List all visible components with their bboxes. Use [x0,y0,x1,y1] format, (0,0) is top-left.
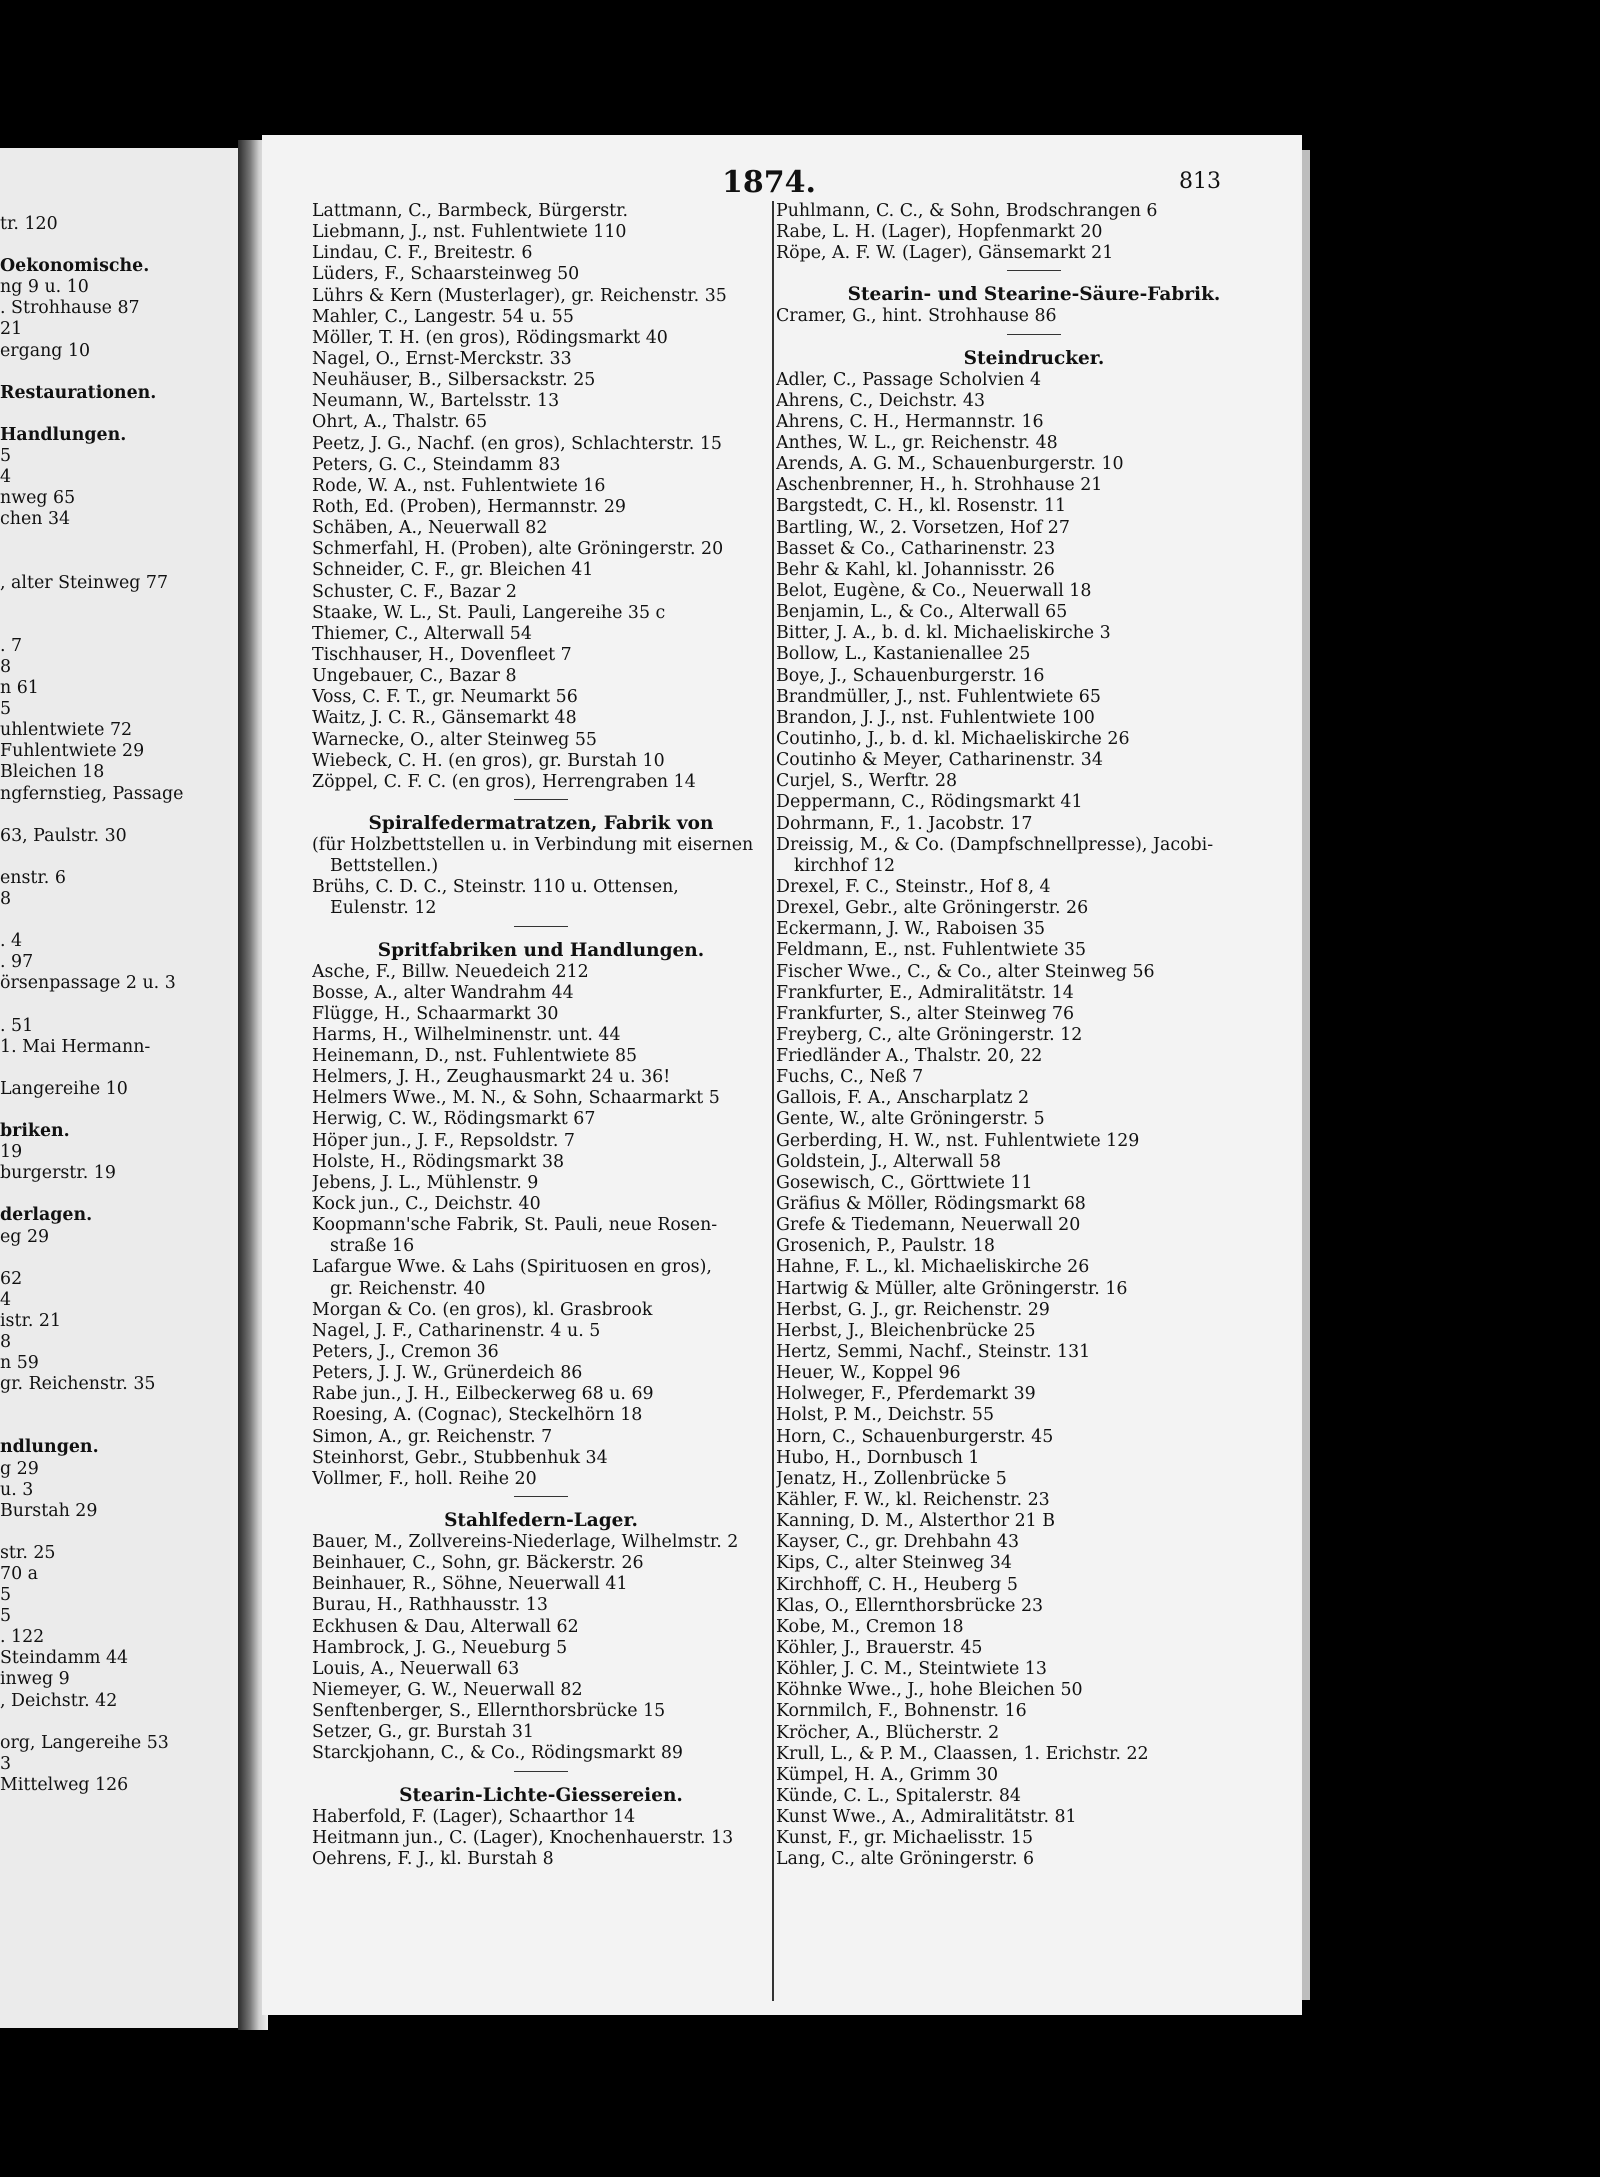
left-fragment-line: chen 34 [0,509,71,530]
left-fragment-heading: derlagen. [0,1205,93,1226]
left-fragment-line: 3 [0,1753,12,1774]
directory-entry: Burau, H., Rathhausstr. 13 [312,1595,548,1616]
directory-entry: Jebens, J. L., Mühlenstr. 9 [312,1172,539,1193]
left-fragment-line [0,1395,238,1416]
directory-entry: Herbst, J., Bleichenbrücke 25 [776,1320,1036,1341]
directory-entry: Coutinho & Meyer, Catharinenstr. 34 [776,750,1103,771]
section-heading: Spiralfedermatratzen, Fabrik von [368,812,714,834]
directory-entry: Frankfurter, E., Admiralitätstr. 14 [776,982,1074,1003]
left-fragment-line [0,530,238,551]
directory-entry: Bosse, A., alter Wandrahm 44 [312,982,574,1003]
left-fragment-line [0,1058,238,1079]
left-fragment-line: Langereihe 10 [0,1078,128,1099]
directory-entry: Kunst, F., gr. Michaelisstr. 15 [776,1828,1034,1849]
directory-entry: Neumann, W., Bartelsstr. 13 [312,391,560,412]
directory-entry: Zöppel, C. F. C. (en gros), Herrengraben 14 [312,771,696,792]
section-separator [312,920,770,932]
directory-entry: Peetz, J. G., Nachf. (en gros), Schlachterstr. 15 [312,433,722,454]
left-fragment-line [0,362,238,383]
directory-entry: Lüders, F., Schaarsteinweg 50 [312,264,580,285]
directory-entry: Voss, C. F. T., gr. Neumarkt 56 [312,687,578,708]
left-fragment-line: n 59 [0,1353,39,1374]
left-fragment-line: 8 [0,656,12,677]
left-fragment-line: inweg 9 [0,1669,70,1690]
section-heading: Spritfabriken und Handlungen. [377,939,705,961]
left-fragment-line [0,1184,238,1205]
directory-entry: Eckermann, J. W., Raboisen 35 [776,919,1046,940]
directory-entry: Brühs, C. D. C., Steinstr. 110 u. Ottensen, [312,877,679,898]
directory-entry: Lattmann, C., Barmbeck, Bürgerstr. [312,201,629,221]
left-fragment-heading: briken. [0,1121,70,1142]
directory-entry: Jenatz, H., Zollenbrücke 5 [776,1468,1007,1489]
section-heading: Steindrucker. [963,347,1105,369]
directory-entry-continuation: Eulenstr. 12 [330,898,437,919]
left-fragment-heading: ndlungen. [0,1437,99,1458]
directory-entry: Möller, T. H. (en gros), Rödingsmarkt 40 [312,327,668,348]
directory-entry: Schuster, C. F., Bazar 2 [312,581,517,602]
directory-entry: Krull, L., & P. M., Claassen, 1. Erichstr. 22 [776,1743,1149,1764]
left-fragment-line: Bleichen 18 [0,762,105,783]
directory-entry: Hahne, F. L., kl. Michaeliskirche 26 [776,1257,1090,1278]
left-fragment-line: Mittelweg 126 [0,1774,129,1795]
directory-entry: Aschenbrenner, H., h. Strohhause 21 [776,475,1103,496]
page-year: 1874. [722,165,816,200]
directory-entry: Nagel, O., Ernst-Merckstr. 33 [312,348,572,369]
directory-entry: Senftenberger, S., Ellernthorsbrücke 15 [312,1701,666,1722]
directory-entry: Haberfold, F. (Lager), Schaarthor 14 [312,1806,636,1827]
right-page [262,135,1302,2015]
directory-entry: Heuer, W., Koppel 96 [776,1363,961,1384]
directory-entry: Steinhorst, Gebr., Stubbenhuk 34 [312,1447,608,1468]
page-edge [1302,150,1310,2000]
directory-entry: Kunst Wwe., A., Admiralitätstr. 81 [776,1807,1077,1828]
left-fragment-line: 70 a [0,1564,39,1584]
section-heading: Stearin- und Stearine-Säure-Fabrik. [847,284,1221,306]
directory-entry: Kips, C., alter Steinweg 34 [776,1553,1012,1574]
directory-entry: Kornmilch, F., Bohnenstr. 16 [776,1701,1027,1722]
directory-entry: Benjamin, L., & Co., Alterwall 65 [776,602,1068,623]
directory-entry: Kümpel, H. A., Grimm 30 [776,1764,999,1785]
left-fragment-line [0,235,238,256]
directory-entry: Bartling, W., 2. Vorsetzen, Hof 27 [776,517,1070,538]
section-heading: Stearin-Lichte-Giessereien. [399,1784,683,1806]
left-fragment-line: 19 [0,1142,23,1163]
directory-entry: Rode, W. A., nst. Fuhlentwiete 16 [312,475,606,496]
left-fragment-line [0,1522,238,1543]
left-fragment-line: g 29 [0,1458,39,1479]
directory-entry: Waitz, J. C. R., Gänsemarkt 48 [312,708,577,729]
directory-entry: Tischhauser, H., Dovenfleet 7 [312,644,572,665]
left-fragment-line: 5 [0,699,12,720]
directory-entry: Helmers, J. H., Zeughausmarkt 24 u. 36! [312,1067,671,1088]
left-fragment-line: str. 25 [0,1542,56,1563]
directory-entry: Lang, C., alte Gröningerstr. 6 [776,1849,1035,1870]
directory-entry: Louis, A., Neuerwall 63 [312,1658,520,1679]
left-fragment-line [0,847,238,868]
directory-entry: Ahrens, C., Deichstr. 43 [776,390,986,411]
section-separator [776,264,1292,276]
directory-entry: Hartwig & Müller, alte Gröningerstr. 16 [776,1278,1128,1299]
left-fragment-line: istr. 21 [0,1310,62,1331]
left-fragment-line: . 122 [0,1627,45,1648]
directory-entry-continuation: straße 16 [330,1236,415,1257]
left-fragment-line: , alter Steinweg 77 [0,572,169,593]
section-separator [312,1490,770,1502]
directory-entry: Cramer, G., hint. Strohhause 86 [776,306,1057,327]
directory-entry: Rabe jun., J. H., Eilbeckerweg 68 u. 69 [312,1384,654,1405]
directory-entry: Köhler, J. C. M., Steintwiete 13 [776,1659,1047,1680]
directory-entry: Lindau, C. F., Breitestr. 6 [312,243,533,264]
directory-entry: Flügge, H., Schaarmarkt 30 [312,1003,559,1024]
section-separator [776,328,1292,340]
left-fragment-line: ergang 10 [0,340,91,361]
left-fragment-line: eg 29 [0,1226,50,1247]
left-fragment-line: 5 [0,1606,12,1627]
directory-entry: Hambrock, J. G., Neueburg 5 [312,1637,568,1658]
directory-entry: Herwig, C. W., Rödingsmarkt 67 [312,1109,596,1130]
left-page-lines [0,214,238,1796]
directory-entry: Wiebeck, C. H. (en gros), gr. Burstah 10 [312,750,665,771]
directory-entry: Künde, C. L., Spitalerstr. 84 [776,1785,1021,1806]
left-fragment-line [0,994,238,1015]
directory-entry: Holst, P. M., Deichstr. 55 [776,1405,995,1426]
directory-entry: Mahler, C., Langestr. 54 u. 55 [312,306,574,327]
left-fragment-line: Burstah 29 [0,1500,98,1521]
directory-entry: Fischer Wwe., C., & Co., alter Steinweg 56 [776,961,1155,982]
directory-entry: Neuhäuser, B., Silbersackstr. 25 [312,370,596,391]
directory-entry: Frankfurter, S., alter Steinweg 76 [776,1003,1075,1024]
left-fragment-line: gr. Reichenstr. 35 [0,1374,156,1395]
directory-entry: Harms, H., Wilhelminenstr. unt. 44 [312,1024,621,1045]
left-fragment-line: nweg 65 [0,488,76,509]
left-fragment-heading: Handlungen. [0,424,127,445]
left-fragment-line: 5 [0,446,12,467]
directory-entry: Rabe, L. H. (Lager), Hopfenmarkt 20 [776,222,1103,243]
directory-entry: Höper jun., J. F., Repsoldstr. 7 [312,1130,575,1151]
directory-entry: Köhnke Wwe., J., hohe Bleichen 50 [776,1680,1083,1701]
directory-entry: Roesing, A. (Cognac), Steckelhörn 18 [312,1405,643,1426]
left-fragment-line [0,910,238,931]
directory-entry: Freyberg, C., alte Gröningerstr. 12 [776,1024,1083,1045]
directory-entry: Ohrt, A., Thalstr. 65 [312,412,488,433]
directory-entry: Gallois, F. A., Anscharplatz 2 [776,1088,1030,1109]
directory-entry: Köhler, J., Brauerstr. 45 [776,1638,983,1658]
directory-entry: Gerberding, H. W., nst. Fuhlentwiete 129 [776,1130,1140,1151]
directory-entry: Kock jun., C., Deichstr. 40 [312,1194,541,1215]
directory-entry: Grefe & Tiedemann, Neuerwall 20 [776,1215,1081,1236]
left-fragment-line: 1. Mai Hermann- [0,1036,151,1057]
directory-entry: Dohrmann, F., 1. Jacobstr. 17 [776,813,1033,834]
directory-entry: Kanning, D. M., Alsterthor 21 B [776,1511,1056,1532]
directory-entry: Röpe, A. F. W. (Lager), Gänsemarkt 21 [776,243,1114,264]
directory-entry: Gente, W., alte Gröningerstr. 5 [776,1109,1045,1130]
left-fragment-line [0,404,238,425]
directory-entry: Morgan & Co. (en gros), kl. Grasbrook [312,1299,653,1320]
directory-entry: Peters, J. J. W., Grünerdeich 86 [312,1363,583,1384]
directory-entry: Helmers Wwe., M. N., & Sohn, Schaarmarkt 5 [312,1088,720,1109]
left-fragment-line [0,594,238,615]
directory-column-left [312,201,770,1870]
directory-entry: Heitmann jun., C. (Lager), Knochenhauerstr. 13 [312,1827,734,1848]
directory-entry: Bitter, J. A., b. d. kl. Michaeliskirche 3 [776,623,1111,644]
left-fragment-line: 8 [0,889,12,909]
directory-entry: Koopmann'sche Fabrik, St. Pauli, neue Rosen- [312,1215,718,1236]
directory-entry: Dreissig, M., & Co. (Dampfschnellpresse), Jacobi- [776,834,1214,855]
left-fragment-line: . 4 [0,931,23,952]
directory-entry: Kirchhoff, C. H., Heuberg 5 [776,1574,1018,1595]
directory-entry: Schäben, A., Neuerwall 82 [312,518,548,539]
directory-entry: Holweger, F., Pferdemarkt 39 [776,1384,1036,1405]
directory-entry: Adler, C., Passage Scholvien 4 [776,369,1042,390]
directory-entry: Vollmer, F., holl. Reihe 20 [312,1468,537,1489]
directory-entry: Kayser, C., gr. Drehbahn 43 [776,1532,1020,1553]
page-number: 813 [1179,169,1221,194]
directory-entry: Herbst, G. J., gr. Reichenstr. 29 [776,1299,1050,1320]
directory-entry: Holste, H., Rödingsmarkt 38 [312,1151,565,1172]
directory-entry: Bollow, L., Kastanienallee 25 [776,644,1031,665]
directory-entry: Puhlmann, C. C., & Sohn, Brodschrangen 6 [776,201,1158,221]
directory-entry: Fuchs, C., Neß 7 [776,1067,924,1088]
directory-entry: Simon, A., gr. Reichenstr. 7 [312,1426,553,1447]
left-fragment-line: tr. 120 [0,214,58,234]
left-fragment-line [0,805,238,826]
left-fragment-line: 4 [0,467,12,488]
directory-entry: Kähler, F. W., kl. Reichenstr. 23 [776,1490,1050,1511]
left-fragment-line: burgerstr. 19 [0,1163,116,1184]
directory-entry-continuation: kirchhof 12 [794,855,896,876]
left-fragment-line: . 7 [0,635,23,656]
directory-entry: Peters, G. C., Steindamm 83 [312,454,561,475]
directory-entry: Beinhauer, R., Söhne, Neuerwall 41 [312,1574,628,1595]
left-fragment-line: 4 [0,1289,12,1310]
left-fragment-line [0,615,238,636]
left-fragment-line: 63, Paulstr. 30 [0,825,127,846]
left-fragment-line: örsenpassage 2 u. 3 [0,973,176,994]
directory-entry: Feldmann, E., nst. Fuhlentwiete 35 [776,940,1087,961]
directory-entry: Goldstein, J., Alterwall 58 [776,1151,1002,1172]
left-fragment-line: 21 [0,319,23,340]
directory-entry: Kröcher, A., Blücherstr. 2 [776,1722,1000,1743]
section-separator [312,1765,770,1777]
directory-entry: Klas, O., Ellernthorsbrücke 23 [776,1595,1044,1616]
section-heading: Stahlfedern-Lager. [444,1510,638,1532]
left-fragment-line: n 61 [0,678,39,699]
directory-entry: Ahrens, C. H., Hermannstr. 16 [776,411,1044,432]
left-fragment-line: uhlentwiete 72 [0,720,133,741]
left-fragment-line: ngfernstieg, Passage [0,783,184,804]
directory-entry: Gosewisch, C., Görttwiete 11 [776,1172,1033,1193]
directory-entry: Asche, F., Billw. Neuedeich 212 [312,961,589,982]
directory-entry: Starckjohann, C., & Co., Rödingsmarkt 89 [312,1743,683,1764]
directory-entry: Heinemann, D., nst. Fuhlentwiete 85 [312,1046,638,1067]
directory-entry: Grosenich, P., Paulstr. 18 [776,1236,995,1257]
left-fragment-heading: Oekonomische. [0,256,150,277]
directory-entry: Staake, W. L., St. Pauli, Langereihe 35 c [312,602,666,623]
left-fragment-line: u. 3 [0,1479,34,1500]
left-fragment-line: Steindamm 44 [0,1648,129,1669]
directory-column-right [776,201,1292,1871]
left-fragment-line: 5 [0,1585,12,1606]
left-fragment-heading: Restaurationen. [0,382,157,403]
left-fragment-line: Fuhlentwiete 29 [0,741,145,762]
left-fragment-line [0,1100,238,1121]
directory-entry: Curjel, S., Werftr. 28 [776,771,958,792]
directory-entry: Oehrens, F. J., kl. Burstah 8 [312,1848,554,1869]
directory-entry: Friedländer A., Thalstr. 20, 22 [776,1046,1043,1067]
directory-entry: Thiemer, C., Alterwall 54 [312,623,532,644]
directory-entry: Beinhauer, C., Sohn, gr. Bäckerstr. 26 [312,1553,644,1574]
left-page-fragment [0,148,238,2028]
directory-entry: Coutinho, J., b. d. kl. Michaeliskirche 26 [776,728,1130,749]
directory-entry: Anthes, W. L., gr. Reichenstr. 48 [776,432,1058,453]
directory-entry: Setzer, G., gr. Burstah 31 [312,1722,534,1743]
left-fragment-line: . 51 [0,1015,34,1036]
directory-entry: Bargstedt, C. H., kl. Rosenstr. 11 [776,496,1067,517]
directory-entry: Deppermann, C., Rödingsmarkt 41 [776,792,1083,813]
left-fragment-line: ng 9 u. 10 [0,277,89,298]
directory-entry: Kobe, M., Cremon 18 [776,1616,964,1637]
directory-entry: Behr & Kahl, kl. Johannisstr. 26 [776,559,1055,580]
directory-entry: Lafargue Wwe. & Lahs (Spirituosen en gros), [312,1257,712,1278]
directory-entry: Schneider, C. F., gr. Bleichen 41 [312,560,594,581]
left-fragment-line: 8 [0,1331,12,1352]
directory-entry: Hertz, Semmi, Nachf., Steinstr. 131 [776,1342,1091,1363]
directory-entry: Bauer, M., Zollvereins-Niederlage, Wilhelmstr. 2 [312,1532,739,1553]
directory-entry: Brandmüller, J., nst. Fuhlentwiete 65 [776,686,1101,707]
directory-entry: Lührs & Kern (Musterlager), gr. Reichenstr. 35 [312,285,727,306]
directory-entry: Arends, A. G. M., Schauenburgerstr. 10 [776,454,1124,475]
directory-entry: Hubo, H., Dornbusch 1 [776,1447,980,1468]
left-fragment-line: . Strohhause 87 [0,298,140,319]
directory-entry: Basset & Co., Catharinenstr. 23 [776,538,1056,559]
directory-entry: Niemeyer, G. W., Neuerwall 82 [312,1680,583,1700]
directory-entry: Roth, Ed. (Proben), Hermannstr. 29 [312,496,626,517]
left-fragment-line [0,1712,238,1733]
directory-entry: Ungebauer, C., Bazar 8 [312,666,517,687]
directory-entry: Drexel, Gebr., alte Gröningerstr. 26 [776,898,1089,919]
directory-entry: Gräfius & Möller, Rödingsmarkt 68 [776,1194,1086,1215]
left-fragment-line: , Deichstr. 42 [0,1690,118,1711]
directory-entry: Drexel, F. C., Steinstr., Hof 8, 4 [776,876,1051,897]
left-fragment-line [0,1248,238,1269]
column-divider [772,201,774,2001]
directory-entry: Peters, J., Cremon 36 [312,1342,499,1363]
directory-entry-continuation: gr. Reichenstr. 40 [330,1278,486,1299]
directory-entry: Horn, C., Schauenburgerstr. 45 [776,1426,1054,1447]
directory-entry: Brandon, J. J., nst. Fuhlentwiete 100 [776,707,1095,728]
left-fragment-line: enstr. 6 [0,867,66,888]
section-separator [312,793,770,805]
left-fragment-line: . 97 [0,952,34,973]
directory-entry-continuation: Bettstellen.) [330,856,439,877]
directory-entry: Warnecke, O., alter Steinweg 55 [312,729,597,750]
left-fragment-line: org, Langereihe 53 [0,1732,169,1753]
directory-entry: (für Holzbettstellen u. in Verbindung mit eisernen [312,834,754,855]
left-fragment-line: 62 [0,1268,23,1289]
directory-entry: Eckhusen & Dau, Alterwall 62 [312,1616,579,1637]
directory-entry: Belot, Eugène, & Co., Neuerwall 18 [776,580,1092,601]
directory-entry: Nagel, J. F., Catharinenstr. 4 u. 5 [312,1320,601,1341]
directory-entry: Boye, J., Schauenburgerstr. 16 [776,665,1045,686]
left-fragment-line [0,1416,238,1437]
left-fragment-line [0,552,238,573]
directory-entry: Schmerfahl, H. (Proben), alte Gröningerstr. 20 [312,539,724,560]
directory-entry: Liebmann, J., nst. Fuhlentwiete 110 [312,222,627,243]
